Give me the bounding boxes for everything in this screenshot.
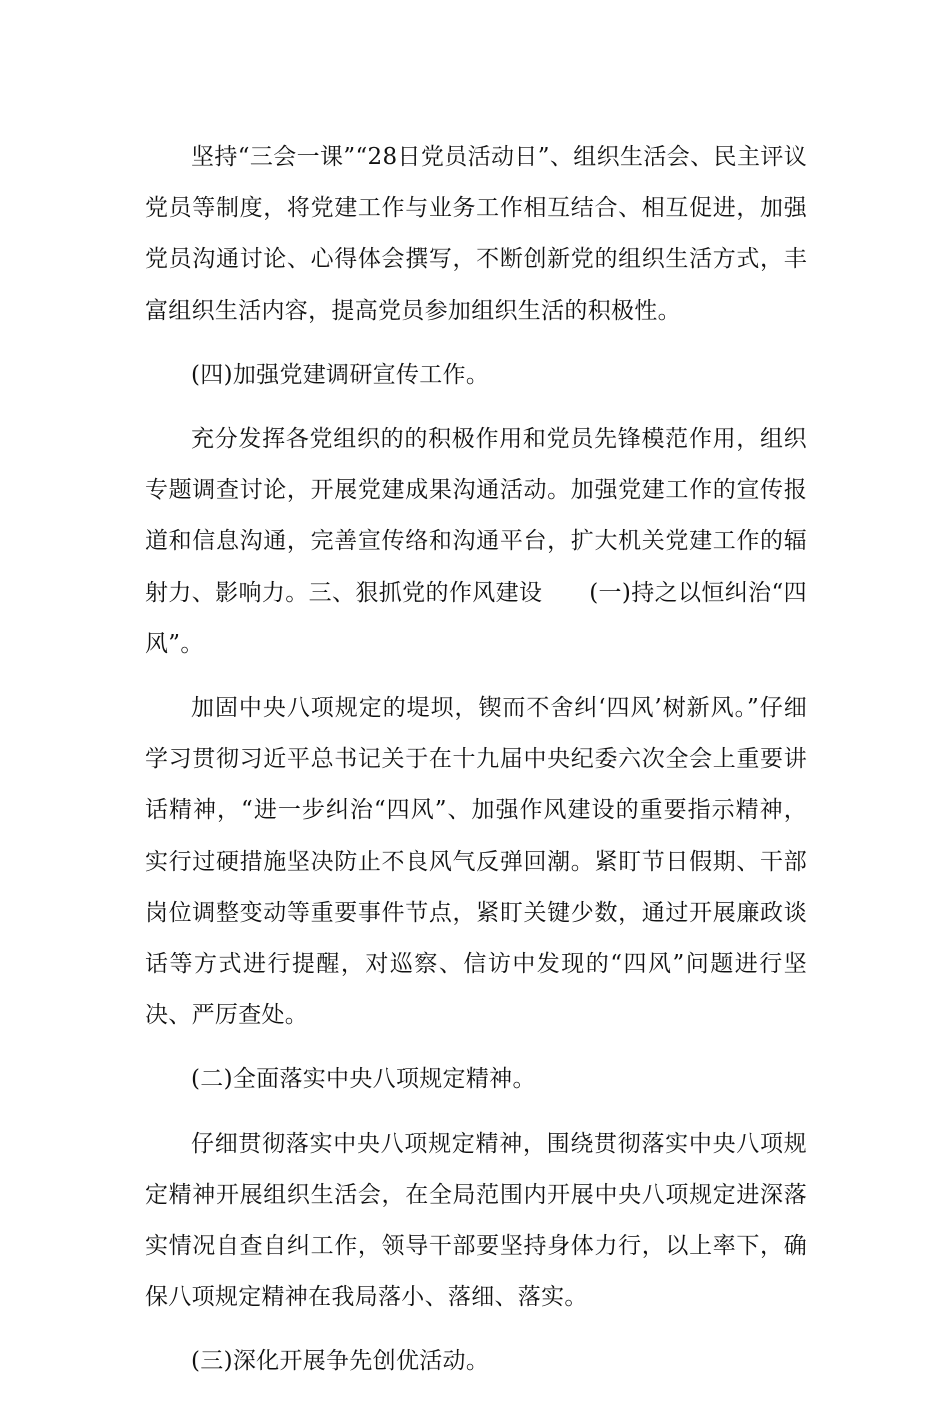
document-body: [145, 132, 807, 1401]
heading-research-publicity: (四)加强党建调研宣传工作。: [191, 361, 490, 388]
heading-excellence-activity: (三)深化开展争先创优活动。: [191, 1348, 490, 1375]
paragraph-research-publicity: 充分发挥各党组织的的积极作用和党员先锋模范作用，组织专题调查讨论，开展党建成果沟通活动。加强党建工作的宣传报道和信息沟通，完善宣传络和沟通平台，扩大机关党建工作的辐射力、影响力。三、狠抓党的作风建设 (一)持之以恒纠治“四风”。: [145, 426, 807, 657]
heading-eight-provisions: (二)全面落实中央八项规定精神。: [191, 1066, 536, 1093]
paragraph-eight-provisions: 仔细贯彻落实中央八项规定精神，围绕贯彻落实中央八项规定精神开展组织生活会，在全局范围内开展中央八项规定进深落实情况自查自纠工作，领导干部要坚持身体力行，以上率下，确保八项规定精神在我局落小、落细、落实。: [145, 1130, 807, 1311]
paragraph-organizational-life: 坚持“三会一课”“28日党员活动日”、组织生活会、民主评议党员等制度，将党建工作与业务工作相互结合、相互促进，加强党员沟通讨论、心得体会撰写，不断创新党的组织生活方式，丰富组织生活内容，提高党员参加组织生活的积极性。: [145, 144, 807, 324]
paragraph-four-winds: 加固中央八项规定的堤坝，锲而不舍纠‘四风’树新风。”仔细学习贯彻习近平总书记关于在十九届中央纪委六次全会上重要讲话精神，“进一步纠治“四风”、加强作风建设的重要指示精神，实行过硬措施坚决防止不良风气反弹回潮。紧盯节日假期、干部岗位调整变动等重要事件节点，紧盯关键少数，通过开展廉政谈话等方式进行提醒，对巡察、信访中发现的“四风”问题进行坚决、严厉查处。: [145, 695, 807, 1029]
